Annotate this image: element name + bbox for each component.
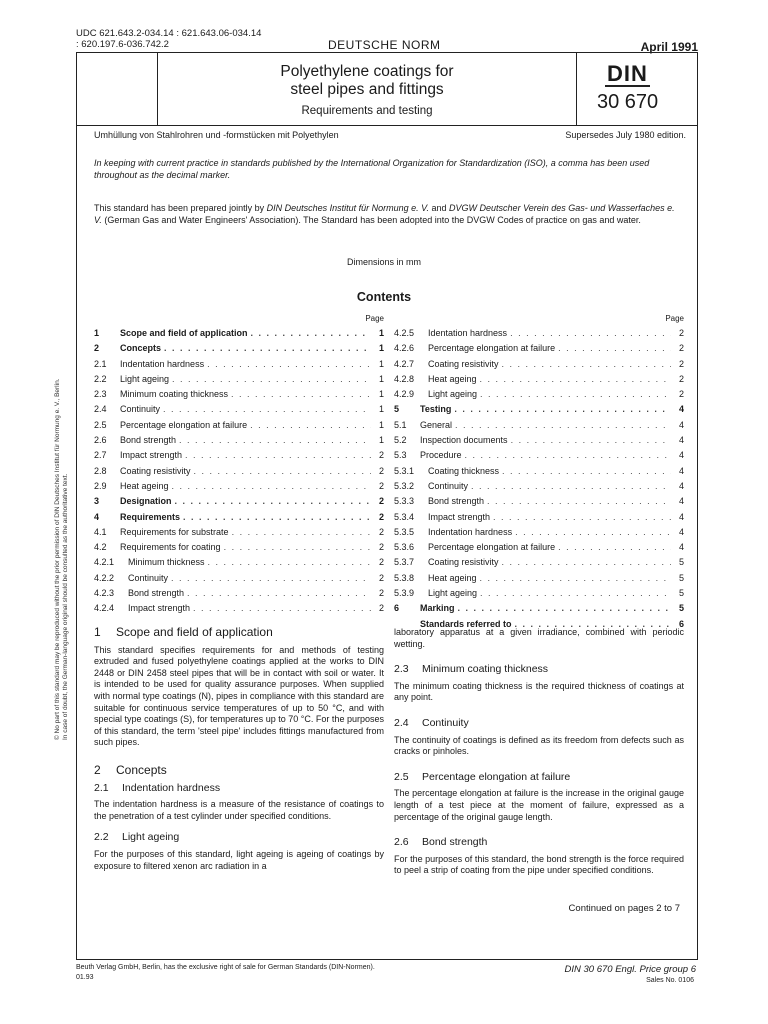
section-title: Percentage elongation at failure — [422, 770, 571, 783]
toc-entry — [394, 555, 684, 570]
toc-entry-title: Designation — [120, 496, 172, 507]
title-block — [159, 63, 575, 117]
toc-entry — [394, 479, 684, 494]
toc-entry — [94, 387, 384, 402]
section-number: 2.6 — [394, 836, 409, 849]
toc-entry-page: 2 — [378, 542, 384, 553]
toc-entry-number: 2 — [94, 343, 100, 354]
section-number: 1 — [94, 625, 101, 639]
toc-entry — [94, 402, 384, 417]
toc-entry — [394, 464, 684, 479]
section-number: 2.5 — [394, 770, 409, 783]
section-2-4-text: The continuity of coatings is defined as its freedom from defects such as cracks or pinholes. — [394, 734, 684, 757]
toc-leader-dots — [172, 372, 371, 387]
din-logo: DIN — [607, 61, 648, 86]
prep-text-b: (German Gas and Water Engineers' Association). The Standard has been adopted into the DVGW Codes of practice on gas and water. — [101, 215, 641, 225]
section-title: Scope and field of application — [116, 625, 273, 639]
toc-entry-page: 2 — [378, 603, 384, 614]
toc-leader-dots — [208, 555, 371, 570]
toc-entry-page: 5 — [678, 603, 684, 614]
toc-entry-number: 1 — [94, 328, 100, 338]
toc-entry-page: 2 — [678, 358, 684, 369]
toc-entry — [394, 433, 684, 448]
toc-entry-page: 4 — [678, 542, 684, 553]
toc-leader-dots — [194, 464, 371, 479]
toc-entry-title: Heat ageing — [428, 373, 477, 384]
header-left-cell — [77, 53, 158, 125]
toc-leader-dots — [487, 494, 671, 509]
toc-entry — [394, 494, 684, 509]
toc-leader-dots — [558, 341, 671, 356]
dimensions-note: Dimensions in mm — [346, 257, 422, 267]
toc-entry-number: 2.2 — [94, 373, 107, 384]
toc-leader-dots — [458, 601, 671, 616]
toc-leader-dots — [502, 357, 671, 372]
toc-left — [94, 312, 384, 617]
section-title: Indentation hardness — [122, 781, 221, 794]
toc-entry — [94, 433, 384, 448]
decimal-marker-note — [94, 157, 682, 181]
toc-entry — [94, 372, 384, 387]
toc-entry — [94, 464, 384, 479]
toc-entry-page: 2 — [678, 328, 684, 338]
toc-entry-number: 5.3.5 — [394, 526, 415, 537]
toc-entry-title: Scope and field of application — [120, 328, 248, 338]
toc-entry — [394, 341, 684, 356]
section-2-1-heading — [94, 783, 384, 795]
toc-entry — [94, 326, 384, 341]
toc-leader-dots — [164, 341, 371, 356]
toc-entry-page: 2 — [378, 496, 384, 507]
toc-leader-dots — [183, 510, 371, 525]
toc-leader-dots — [224, 540, 371, 555]
toc-entry-page: 2 — [678, 343, 684, 354]
toc-entry-title: Indentation hardness — [120, 358, 205, 369]
toc-entry — [94, 571, 384, 586]
toc-leader-dots — [163, 402, 371, 417]
toc-entry — [94, 586, 384, 601]
toc-entry-page: 2 — [378, 588, 384, 599]
toc-entry-number: 5.3.3 — [394, 496, 415, 507]
toc-entry-title: Procedure — [420, 450, 462, 461]
toc-entry-number: 2.9 — [94, 480, 107, 491]
section-number: 2.4 — [394, 716, 409, 729]
toc-entry-title: Heat ageing — [428, 572, 477, 583]
toc-entry-title: Percentage elongation at failure — [120, 419, 248, 430]
toc-entry-number: 4 — [94, 511, 100, 522]
toc-entry-title: Concepts — [120, 343, 162, 354]
dvgw-name: DVGW Deutscher Verein des Gas- und Wasserfaches e. V. — [94, 203, 675, 225]
toc-entry-title: Light ageing — [428, 588, 478, 599]
toc-leader-dots — [454, 402, 671, 417]
toc-leader-dots — [179, 433, 371, 448]
toc-entry-title: Heat ageing — [120, 480, 169, 491]
toc-entry-number: 6 — [394, 603, 400, 614]
toc-entry — [394, 357, 684, 372]
document-title — [159, 63, 575, 99]
section-2-2-text: For the purposes of this standard, light ageing is ageing of coatings by exposure to filtered xenon arc radiation in a — [94, 848, 384, 871]
toc-leader-dots — [502, 464, 671, 479]
issue-date: April 1991 — [640, 40, 698, 54]
toc-entry-page: 4 — [678, 419, 684, 430]
decimal-marker-text: In keeping with current practice in standards published by the International Organization for Standardization (ISO), a comma has been used throughout as the decimal marker. — [94, 158, 650, 180]
toc-entry-number: 4.2.3 — [94, 588, 115, 599]
toc-entry-page: 1 — [378, 373, 384, 384]
toc-entry-number: 2.8 — [94, 465, 107, 476]
toc-entry-number: 5.1 — [394, 419, 407, 430]
section-2-3-heading — [394, 664, 684, 676]
toc-entry-title: Testing — [420, 404, 452, 415]
section-2-2-heading — [94, 832, 384, 844]
toc-page-header: Page — [365, 314, 384, 323]
toc-entry-number: 2.1 — [94, 358, 107, 369]
section-2-3-text: The minimum coating thickness is the required thickness of coatings at any point. — [394, 680, 684, 703]
section-number: 2.3 — [394, 663, 409, 676]
toc-entry — [94, 525, 384, 540]
body-left-column — [94, 627, 384, 882]
toc-leader-dots — [455, 418, 671, 433]
toc-entry-number: 4.2.4 — [94, 603, 115, 614]
section-1-heading — [94, 627, 384, 639]
toc-entry-number: 3 — [94, 496, 100, 507]
toc-entry-page: 6 — [678, 618, 684, 629]
toc-entry-title: Minimum thickness — [128, 557, 205, 568]
toc-entry-page: 5 — [678, 557, 684, 568]
toc-entry-number: 4.2.8 — [394, 373, 415, 384]
toc-entry-page: 2 — [378, 511, 384, 522]
toc-leader-dots — [558, 540, 671, 555]
toc-entry — [394, 448, 684, 463]
toc-entry — [394, 571, 684, 586]
toc-entry-page: 4 — [678, 435, 684, 446]
toc-entry-title: Light ageing — [428, 389, 478, 400]
toc-entry-title: Inspection documents — [420, 435, 508, 446]
toc-entry-title: Indentation hardness — [428, 526, 513, 537]
toc-entry-number: 5.3.4 — [394, 511, 415, 522]
toc-entry — [394, 387, 684, 402]
toc-leader-dots — [193, 601, 371, 616]
toc-entry-number: 5.3.7 — [394, 557, 415, 568]
toc-entry-title: Coating resistivity — [428, 557, 499, 568]
toc-leader-dots — [511, 433, 671, 448]
toc-entry-page: 4 — [678, 526, 684, 537]
deutsche-norm-label: DEUTSCHE NORM — [328, 38, 441, 52]
toc-leader-dots — [187, 586, 371, 601]
toc-entry-number: 5.3.1 — [394, 465, 415, 476]
toc-entry-page: 2 — [378, 557, 384, 568]
toc-leader-dots — [231, 387, 371, 402]
toc-entry-page: 2 — [378, 480, 384, 491]
toc-entry-page: 1 — [378, 404, 384, 415]
toc-entry-page: 1 — [378, 389, 384, 400]
toc-entry-page: 2 — [678, 373, 684, 384]
section-2-5-text: The percentage elongation at failure is the increase in the original gauge length of a test piece at the moment of failure, expressed as a percentage of the original gauge length. — [394, 788, 684, 822]
toc-entry-title: Continuity — [428, 480, 469, 491]
toc-entry — [394, 540, 684, 555]
toc-entry-number: 5.3.8 — [394, 572, 415, 583]
toc-leader-dots — [471, 479, 671, 494]
toc-leader-dots — [502, 555, 671, 570]
toc-leader-dots — [185, 448, 371, 463]
continued-note: Continued on pages 2 to 7 — [568, 903, 680, 914]
toc-entry-title: Requirements for coating — [120, 542, 221, 553]
toc-leader-dots — [171, 571, 371, 586]
toc-entry-title: Continuity — [128, 572, 169, 583]
section-title: Bond strength — [422, 836, 488, 849]
toc-entry — [94, 418, 384, 433]
toc-entry-number: 2.3 — [94, 389, 107, 400]
toc-entry-page: 2 — [378, 450, 384, 461]
toc-entry-title: Percentage elongation at failure — [428, 343, 556, 354]
toc-entry-title: Percentage elongation at failure — [428, 542, 556, 553]
prep-and: and — [429, 203, 450, 213]
toc-entry-title: Continuity — [120, 404, 161, 415]
toc-entry-title: Bond strength — [428, 496, 485, 507]
toc-entry-number: 5 — [394, 404, 400, 415]
toc-entry-number: 4.1 — [94, 526, 107, 537]
section-2-heading — [94, 762, 384, 777]
din-number: 30 670 — [597, 91, 659, 113]
toc-entry — [394, 326, 684, 341]
toc-entry — [94, 510, 384, 525]
toc-entry-title: General — [420, 419, 453, 430]
toc-leader-dots — [232, 525, 371, 540]
section-2-6-heading — [394, 837, 684, 849]
preparation-note — [94, 202, 682, 226]
toc-entry-page: 1 — [378, 343, 384, 354]
toc-entry-number: 4.2 — [94, 542, 107, 553]
toc-entry-number: 2.5 — [94, 419, 107, 430]
toc-leader-dots — [175, 494, 371, 509]
publisher-note: Beuth Verlag GmbH, Berlin, has the exclusive right of sale for German Standards (DIN-Normen). 01.93 — [76, 964, 375, 981]
section-2-6-text: For the purposes of this standard, the bond strength is the force required to peel a strip of coating from the pipe under specified conditions. — [394, 853, 684, 876]
toc-entry-number: 5.3.9 — [394, 588, 415, 599]
toc-entry — [94, 601, 384, 616]
toc-entry — [394, 601, 684, 616]
toc-entry-page: 4 — [678, 404, 684, 415]
document-title-line2: steel pipes and fittings — [290, 81, 444, 98]
din-number-cell — [576, 53, 697, 125]
toc-entry-title: Impact strength — [120, 450, 183, 461]
toc-entry-number: 5.3 — [394, 450, 407, 461]
section-title: Light ageing — [122, 831, 180, 844]
german-title: Umhüllung von Stahlrohren und -formstücken mit Polyethylen — [94, 130, 339, 140]
toc-entry-number: 5.3.2 — [394, 480, 415, 491]
toc-entry-number: 5.2 — [394, 435, 407, 446]
toc-leader-dots — [515, 525, 671, 540]
toc-leader-dots — [207, 357, 371, 372]
toc-entry-page: 2 — [678, 389, 684, 400]
section-title: Minimum coating thickness — [422, 663, 549, 676]
toc-entry — [394, 586, 684, 601]
toc-entry — [94, 479, 384, 494]
toc-entry-page: 1 — [378, 358, 384, 369]
title-header — [77, 53, 697, 126]
body-right-column — [394, 627, 684, 887]
toc-leader-dots — [172, 479, 371, 494]
toc-entry-page: 4 — [678, 496, 684, 507]
toc-entry-number: 4.2.1 — [94, 557, 115, 568]
toc-entry-title: Bond strength — [120, 435, 177, 446]
toc-entry — [94, 357, 384, 372]
din-name: DIN Deutsches Institut für Normung e. V. — [266, 203, 430, 213]
toc-entry — [394, 510, 684, 525]
toc-leader-dots — [480, 571, 671, 586]
toc-page-header: Page — [665, 314, 684, 323]
toc-entry-page: 2 — [378, 526, 384, 537]
prep-text-a: This standard has been prepared jointly by — [94, 203, 267, 213]
toc-entry-page: 2 — [378, 465, 384, 476]
toc-entry-page: 5 — [678, 572, 684, 583]
toc-entry-number: 2.6 — [94, 435, 107, 446]
toc-entry-number: 2.4 — [94, 404, 107, 415]
toc-entry-page: 1 — [378, 419, 384, 430]
toc-entry-title: Impact strength — [428, 511, 491, 522]
toc-entry-page: 4 — [678, 450, 684, 461]
section-2-1-text: The indentation hardness is a measure of the resistance of coatings to the penetration of a test cylinder under specified conditions. — [94, 799, 384, 821]
toc-leader-dots — [480, 586, 671, 601]
toc-entry-number: 4.2.6 — [394, 343, 415, 354]
toc-entry — [94, 555, 384, 570]
toc-entry-title: Impact strength — [128, 603, 191, 614]
toc-right — [394, 312, 684, 632]
toc-entry-title: Bond strength — [128, 588, 185, 599]
toc-leader-dots — [510, 326, 671, 341]
toc-entry-page: 5 — [678, 588, 684, 599]
toc-entry-page: 4 — [678, 480, 684, 491]
toc-entry-title: Coating thickness — [428, 465, 500, 476]
toc-entry — [394, 418, 684, 433]
toc-entry — [394, 402, 684, 417]
toc-entry-number: 4.2.5 — [394, 328, 415, 338]
toc-entry-title: Standards referred to — [420, 618, 512, 629]
toc-entry-title: Coating resistivity — [428, 358, 499, 369]
toc-entry-title: Minimum coating thickness — [120, 389, 229, 400]
toc-entry-title: Requirements for substrate — [120, 526, 229, 537]
sales-number: Sales No. 0106 — [646, 977, 694, 984]
section-2-5-heading — [394, 772, 684, 784]
toc-entry-page: 4 — [678, 465, 684, 476]
toc-entry-title: Coating resistivity — [120, 465, 191, 476]
toc-entry — [394, 525, 684, 540]
toc-leader-dots — [480, 372, 671, 387]
toc-entry-number: 4.2.2 — [94, 572, 115, 583]
document-title-line1: Polyethylene coatings for — [280, 63, 454, 80]
toc-entry-page: 1 — [378, 328, 384, 338]
toc-leader-dots — [251, 326, 371, 341]
toc-entry-page: 1 — [378, 435, 384, 446]
toc-entry — [94, 494, 384, 509]
toc-entry — [394, 372, 684, 387]
toc-leader-dots — [250, 418, 371, 433]
toc-entry-number: 2.7 — [94, 450, 107, 461]
toc-leader-dots — [465, 448, 671, 463]
copyright-notice-2: In case of doubt, the German-language original should be consulted as the authoritative text. — [62, 473, 69, 740]
section-1-text: This standard specifies requirements for and methods of testing extruded and fused polyethylene coatings applied at the works to DIN 2448 or DIN 2458 steel pipes that will be in contact with soil or water. It is intended to be used for quality assurance purposes. When supplied with normal type coatings (N), pipes in compliance with this standard are suitable for continuous service temperatures of up to 50 °C, and with special type coatings (S), for temperatures up to 70 °C. For the purposes of this standard, the term 'steel pipe' includes fittings manufactured from such pipes. — [94, 644, 384, 748]
document-reference: DIN 30 670 Engl. Price group 6 — [564, 964, 696, 975]
section-title: Continuity — [422, 716, 469, 729]
toc-entry-number: 4.2.7 — [394, 358, 415, 369]
toc-entry-number: 5.3.6 — [394, 542, 415, 553]
udc-classification: UDC 621.643.2-034.14 : 621.643.06-034.14 : 620.197.6-036.742.2 — [76, 28, 262, 50]
section-number: 2.2 — [94, 831, 109, 844]
toc-entry-title: Identation hardness — [428, 328, 508, 338]
section-number: 2.1 — [94, 781, 109, 794]
toc-entry — [94, 448, 384, 463]
toc-entry — [94, 341, 384, 356]
section-number: 2 — [94, 762, 101, 777]
toc-entry-title: Requirements — [120, 511, 181, 522]
section-2-2-continued: laboratory apparatus at a given irradiance, combined with periodic wetting. — [394, 627, 684, 649]
toc-entry-number: 4.2.9 — [394, 389, 415, 400]
toc-leader-dots — [480, 387, 671, 402]
toc-entry-title: Light ageing — [120, 373, 170, 384]
copyright-notice: © No part of this standard may be reproduced without the prior permission of DIN Deutsches Institut für Normung e. V., Berlin. — [54, 378, 61, 740]
toc-entry-page: 4 — [678, 511, 684, 522]
toc-entry — [94, 540, 384, 555]
supersedes-note: Supersedes July 1980 edition. — [565, 130, 686, 140]
toc-entry-page: 2 — [378, 572, 384, 583]
contents-title: Contents — [356, 290, 412, 304]
section-title: Concepts — [116, 762, 167, 777]
document-subtitle: Requirements and testing — [301, 105, 433, 117]
toc-entry-title: Marking — [420, 603, 455, 614]
section-2-4-heading — [394, 718, 684, 730]
toc-leader-dots — [493, 510, 671, 525]
